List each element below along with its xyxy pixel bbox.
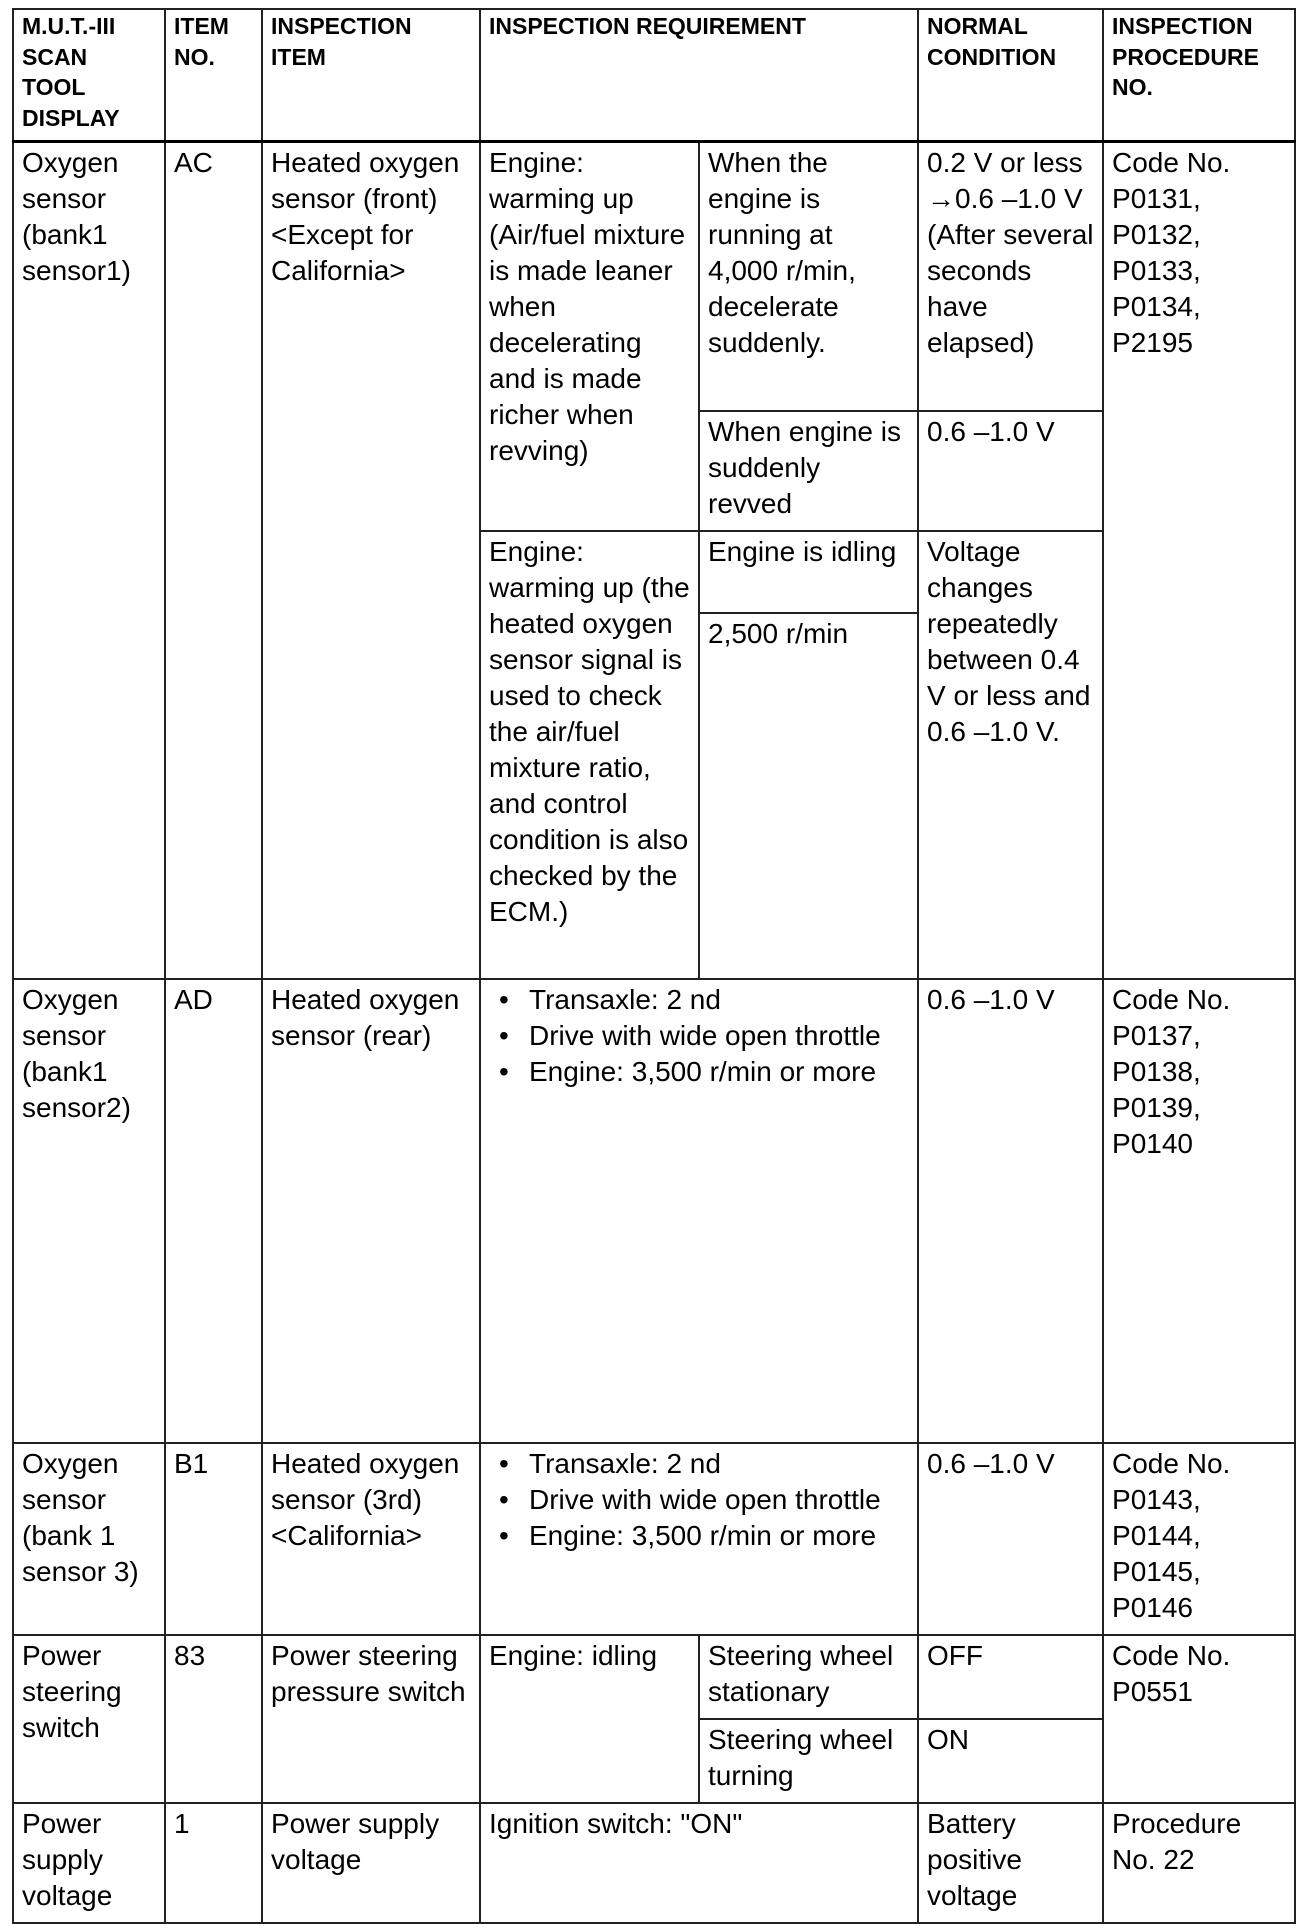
row-inspection-item: Power supply voltage (262, 1803, 480, 1923)
row-item-no: AD (165, 979, 262, 1443)
row-condition: Engine is idling (699, 531, 918, 613)
row-display: Oxygen sensor (bank1 sensor2) (13, 979, 165, 1443)
row-requirement: Engine: warming up (Air/fuel mixture is made leaner when decelerating and is made richer when revving) (480, 141, 699, 531)
row-requirement: Ignition switch: "ON" (480, 1803, 918, 1923)
row-normal-condition: 0.6 –1.0 V (918, 1443, 1103, 1635)
row-item-no: 83 (165, 1635, 262, 1803)
row-procedure: Procedure No. 22 (1103, 1803, 1295, 1923)
row-requirement (480, 979, 918, 1443)
table-row (13, 141, 1295, 411)
header-row (13, 9, 1295, 141)
row-normal-condition: 0.6 –1.0 V (918, 411, 1103, 531)
table-row (13, 1635, 1295, 1719)
row-item-no: 1 (165, 1803, 262, 1923)
row-procedure: Code No. P0137, P0138, P0139, P0140 (1103, 979, 1295, 1443)
list-item: • Engine: 3,500 r/min or more (489, 1054, 909, 1090)
row-condition: When engine is suddenly revved (699, 411, 918, 531)
row-procedure: Code No. P0143, P0144, P0145, P0146 (1103, 1443, 1295, 1635)
row-procedure: Code No. P0131, P0132, P0133, P0134, P2195 (1103, 141, 1295, 979)
header-item-no: ITEM NO. (165, 9, 262, 141)
row-inspection-item: Power steering pressure switch (262, 1635, 480, 1803)
row-display: Power supply voltage (13, 1803, 165, 1923)
row-condition: Steering wheel stationary (699, 1635, 918, 1719)
header-procedure-no: INSPECTION PROCEDURE NO. (1103, 9, 1295, 141)
row-display: Oxygen sensor (bank 1 sensor 3) (13, 1443, 165, 1635)
requirement-list (489, 1446, 909, 1554)
row-normal-condition: 0.6 –1.0 V (918, 979, 1103, 1443)
table-row (13, 979, 1295, 1443)
row-condition: When the engine is running at 4,000 r/min, decelerate suddenly. (699, 141, 918, 411)
row-normal-condition: Voltage changes repeatedly between 0.4 V or less and 0.6 –1.0 V. (918, 531, 1103, 979)
row-inspection-item: Heated oxygen sensor (front) <Except for California> (262, 141, 480, 979)
row-requirement (480, 1443, 918, 1635)
row-condition: Steering wheel turning (699, 1719, 918, 1803)
list-item: • Engine: 3,500 r/min or more (489, 1518, 909, 1554)
requirement-list (489, 982, 909, 1090)
header-normal-condition: NORMAL CONDITION (918, 9, 1103, 141)
row-normal-condition: ON (918, 1719, 1103, 1803)
header-display: M.U.T.-III SCAN TOOL DISPLAY (13, 9, 165, 141)
row-normal-condition: 0.2 V or less →0.6 –1.0 V (After several seconds have elapsed) (918, 141, 1103, 411)
list-item: • Drive with wide open throttle (489, 1482, 909, 1518)
row-normal-condition: OFF (918, 1635, 1103, 1719)
list-item: • Transaxle: 2 nd (489, 1446, 909, 1482)
list-item: • Drive with wide open throttle (489, 1018, 909, 1054)
row-item-no: B1 (165, 1443, 262, 1635)
row-normal-condition: Battery positive voltage (918, 1803, 1103, 1923)
row-display: Power steering switch (13, 1635, 165, 1803)
inspection-table (12, 8, 1296, 1924)
row-display: Oxygen sensor (bank1 sensor1) (13, 141, 165, 979)
row-item-no: AC (165, 141, 262, 979)
row-inspection-item: Heated oxygen sensor (3rd) <California> (262, 1443, 480, 1635)
row-requirement: Engine: idling (480, 1635, 699, 1803)
row-condition: 2,500 r/min (699, 613, 918, 979)
row-inspection-item: Heated oxygen sensor (rear) (262, 979, 480, 1443)
row-requirement: Engine: warming up (the heated oxygen sensor signal is used to check the air/fuel mixture ratio, and control condition is also checked by the ECM.) (480, 531, 699, 979)
table-row (13, 1443, 1295, 1635)
list-item: • Transaxle: 2 nd (489, 982, 909, 1018)
header-inspection-item: INSPECTION ITEM (262, 9, 480, 141)
row-procedure: Code No. P0551 (1103, 1635, 1295, 1803)
table-row (13, 1803, 1295, 1923)
header-inspection-requirement: INSPECTION REQUIREMENT (480, 9, 918, 141)
